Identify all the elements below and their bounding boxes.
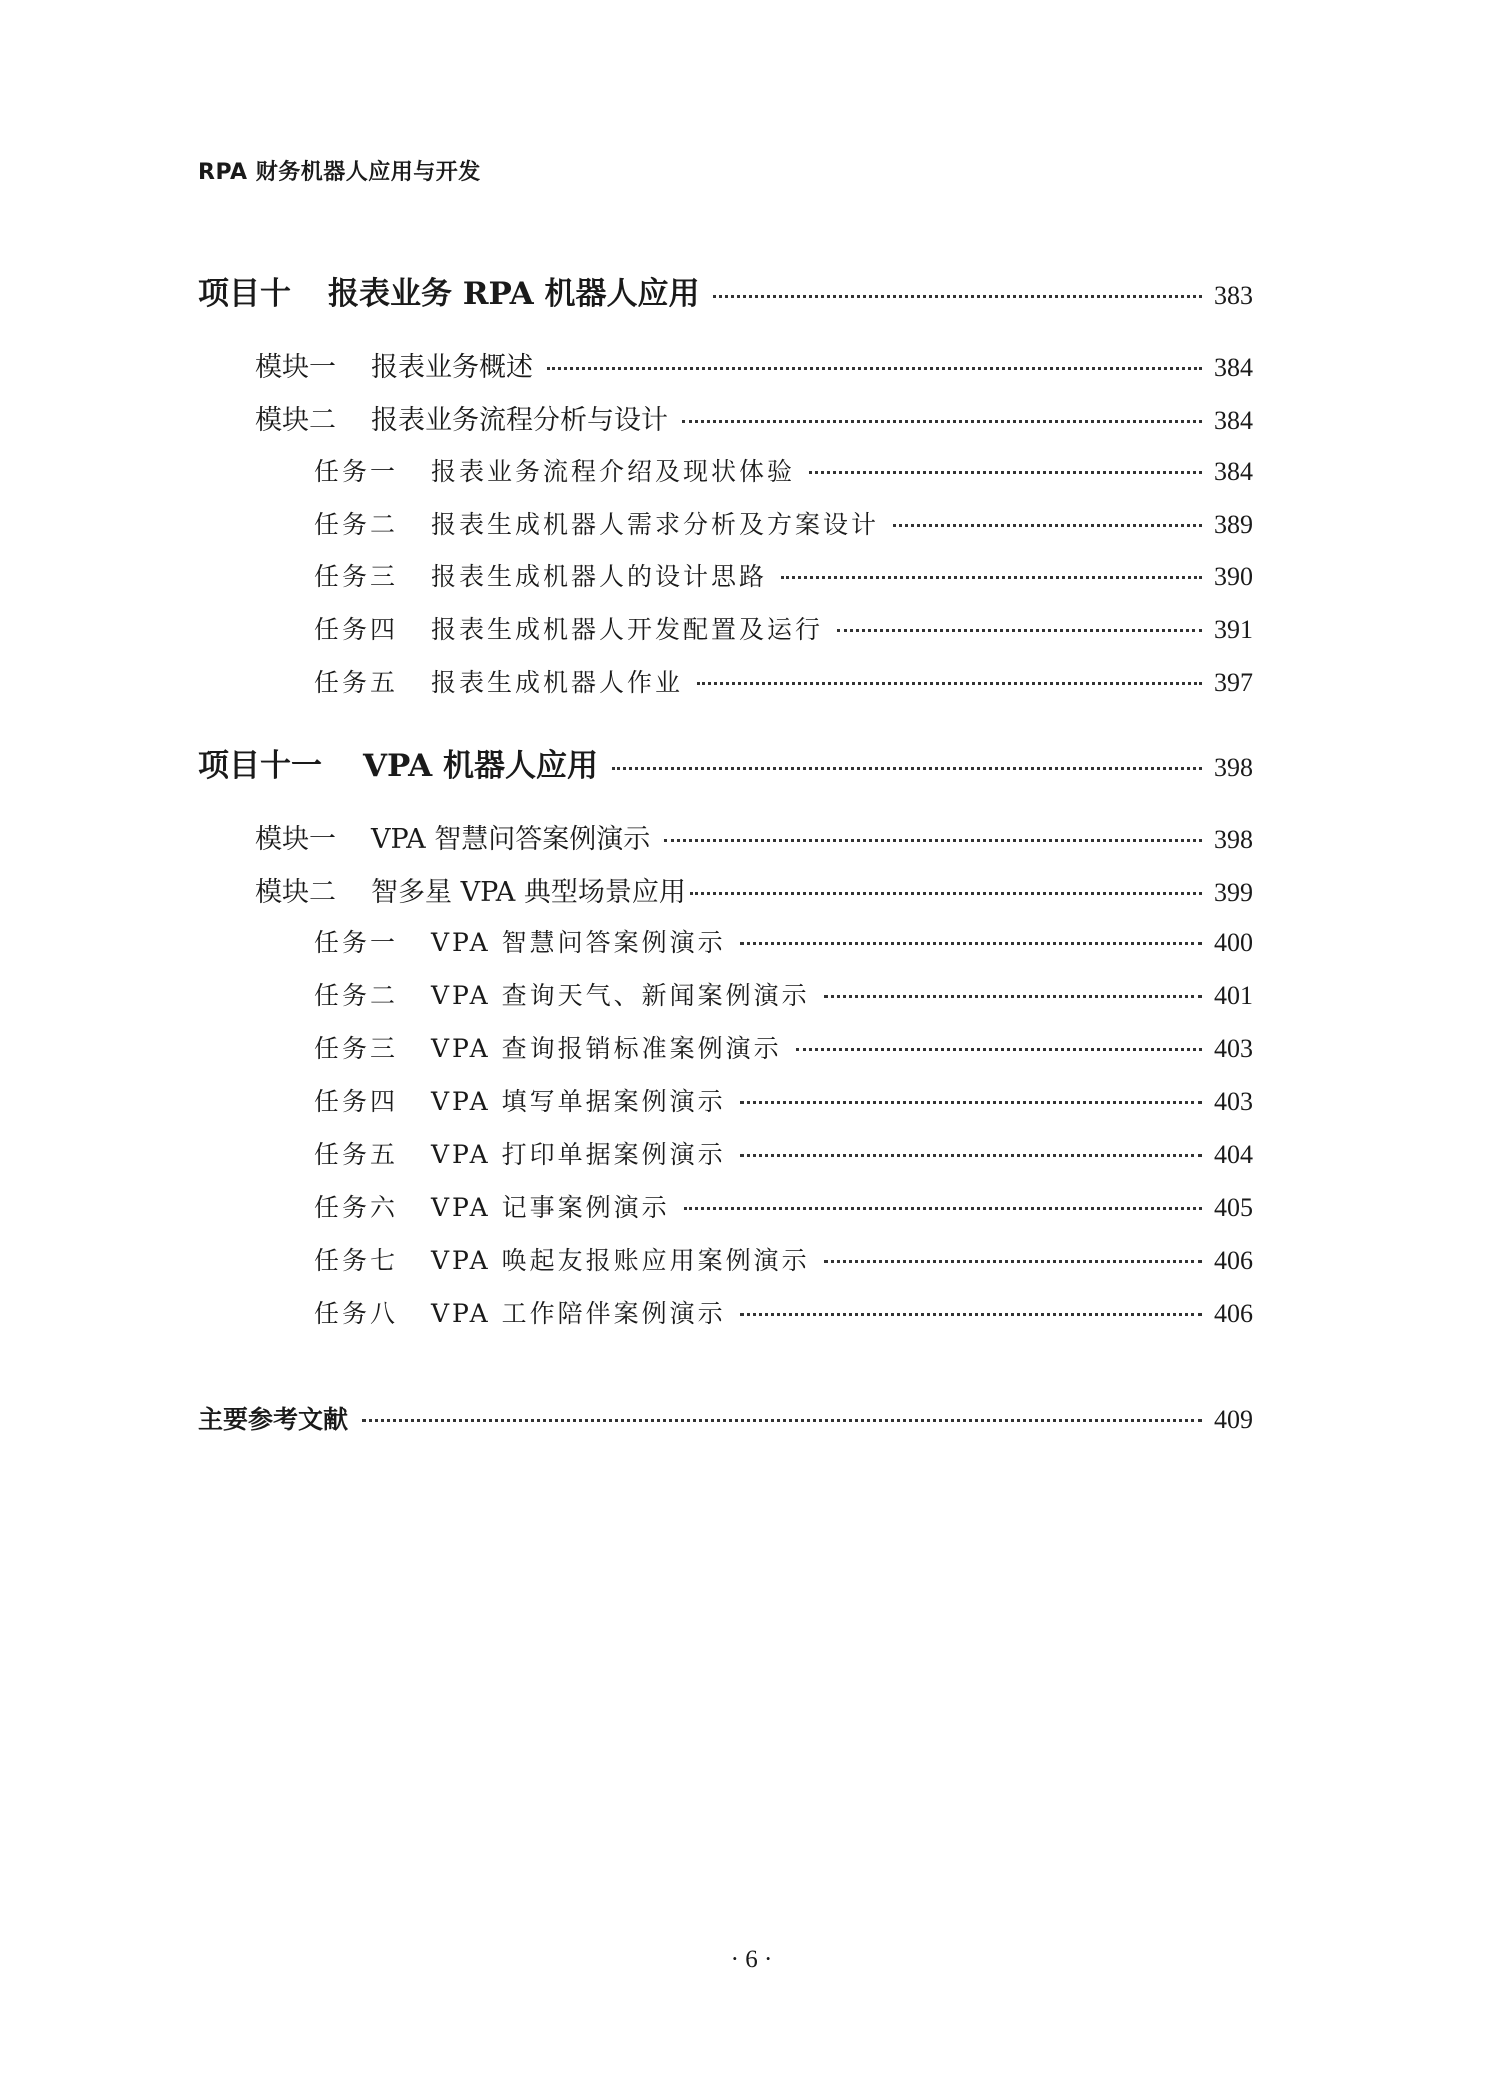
- toc-entry-title: VPA 填写单据案例演示: [431, 1087, 726, 1116]
- toc-entry-number: 模块二: [255, 877, 336, 908]
- toc-entry-number: 任务二: [314, 510, 399, 539]
- dot-leader: [740, 1313, 1202, 1316]
- toc-entry-task[interactable]: [0, 663, 1503, 699]
- toc-entry-number: 项目十: [198, 276, 291, 312]
- toc-entry-number: 任务三: [314, 562, 399, 591]
- toc-entry-page: 383: [1214, 281, 1253, 310]
- dot-leader: [824, 995, 1202, 998]
- toc-entry-module[interactable]: [0, 398, 1503, 437]
- toc-entry-page: 406: [1214, 1299, 1253, 1328]
- toc-entry-task[interactable]: [0, 976, 1503, 1012]
- dot-leader: [740, 942, 1202, 945]
- toc-entry-number: 任务四: [314, 1087, 399, 1116]
- toc-entry-page: 404: [1214, 1140, 1253, 1169]
- dot-leader: [796, 1048, 1202, 1051]
- toc-entry-number: 模块一: [255, 824, 336, 855]
- toc-entry-task[interactable]: [0, 505, 1503, 541]
- toc-entry-module[interactable]: [0, 817, 1503, 856]
- toc-entry-page: 384: [1214, 406, 1253, 435]
- toc-entry-title: 主要参考文献: [198, 1405, 349, 1434]
- toc-entry-number: 任务七: [314, 1246, 399, 1275]
- toc-entry-task[interactable]: [0, 1241, 1503, 1277]
- toc-entry-module[interactable]: [0, 870, 1503, 909]
- toc-entry-page: 391: [1214, 615, 1253, 644]
- toc-entry-page: 403: [1214, 1087, 1253, 1116]
- dot-leader: [690, 892, 1202, 895]
- toc-entry-number: 任务一: [314, 457, 399, 486]
- toc-entry-page: 401: [1214, 981, 1253, 1010]
- toc-entry-title: VPA 查询天气、新闻案例演示: [431, 981, 810, 1010]
- dot-leader: [740, 1101, 1202, 1104]
- toc-entry-page: 399: [1214, 878, 1253, 907]
- toc-entry-number: 任务五: [314, 1140, 399, 1169]
- dot-leader: [682, 420, 1202, 423]
- toc-entry-number: 模块二: [255, 405, 336, 436]
- toc-entry-module[interactable]: [0, 345, 1503, 384]
- page-number: · 6 ·: [730, 1946, 773, 1973]
- toc-entry-number: 任务六: [314, 1193, 399, 1222]
- toc-entry-title: 报表生成机器人作业: [431, 668, 684, 697]
- dot-leader: [809, 471, 1202, 474]
- toc-entry-page: 400: [1214, 928, 1253, 957]
- toc-entry-page: 403: [1214, 1034, 1253, 1063]
- toc-entry-title: VPA 打印单据案例演示: [431, 1140, 726, 1169]
- toc-entry-number: 任务三: [314, 1034, 399, 1063]
- toc-entry-title: VPA 机器人应用: [363, 748, 598, 784]
- toc-entry-title: 智多星 VPA 典型场景应用: [371, 877, 686, 908]
- toc-entry-number: 任务八: [314, 1299, 399, 1328]
- toc-entry-page: 390: [1214, 562, 1253, 591]
- dot-leader: [824, 1260, 1202, 1263]
- toc-entry-task[interactable]: [0, 1188, 1503, 1224]
- toc-entry-task[interactable]: [0, 1029, 1503, 1065]
- toc-entry-title: 报表生成机器人需求分析及方案设计: [431, 510, 880, 539]
- toc-entry-title: VPA 智慧问答案例演示: [371, 824, 651, 855]
- dot-leader: [362, 1419, 1202, 1422]
- toc-entry-title: 报表业务概述: [371, 352, 533, 383]
- toc-entry-number: 任务二: [314, 981, 399, 1010]
- toc-entry-task[interactable]: [0, 557, 1503, 593]
- toc-entry-task[interactable]: [0, 1082, 1503, 1118]
- toc-entry-title: VPA 智慧问答案例演示: [431, 928, 726, 957]
- toc-entry-page: 398: [1214, 825, 1253, 854]
- toc-entry-page: 406: [1214, 1246, 1253, 1275]
- toc-entry-page: 409: [1214, 1405, 1253, 1434]
- dot-leader: [664, 839, 1202, 842]
- toc-entry-title: 报表业务流程介绍及现状体验: [431, 457, 796, 486]
- toc-entry-page: 398: [1214, 753, 1253, 782]
- toc-entry-page: 384: [1214, 353, 1253, 382]
- toc-entry-title: 报表业务流程分析与设计: [371, 405, 668, 436]
- toc-entry-number: 任务五: [314, 668, 399, 697]
- toc-entry-project-11[interactable]: [0, 740, 1503, 785]
- dot-leader: [612, 767, 1202, 770]
- toc-entry-title: VPA 记事案例演示: [431, 1193, 670, 1222]
- toc-entry-number: 项目十一: [198, 748, 322, 784]
- toc-entry-task[interactable]: [0, 610, 1503, 646]
- dot-leader: [837, 629, 1202, 632]
- toc-entry-page: 397: [1214, 668, 1253, 697]
- toc-entry-task[interactable]: [0, 452, 1503, 488]
- dot-leader: [893, 524, 1202, 527]
- toc-entry-project-10[interactable]: [0, 268, 1503, 313]
- toc-entry-title: VPA 工作陪伴案例演示: [431, 1299, 726, 1328]
- toc-entry-references[interactable]: [0, 1400, 1503, 1436]
- toc-entry-page: 405: [1214, 1193, 1253, 1222]
- dot-leader: [713, 295, 1202, 298]
- toc-entry-title: 报表生成机器人开发配置及运行: [431, 615, 824, 644]
- toc-entry-title: 报表业务 RPA 机器人应用: [328, 276, 700, 312]
- toc-entry-task[interactable]: [0, 1135, 1503, 1171]
- toc-entry-number: 模块一: [255, 352, 336, 383]
- running-header: RPA 财务机器人应用与开发: [198, 160, 481, 185]
- toc-entry-number: 任务四: [314, 615, 399, 644]
- dot-leader: [697, 682, 1202, 685]
- toc-entry-title: VPA 查询报销标准案例演示: [431, 1034, 782, 1063]
- toc-entry-number: 任务一: [314, 928, 399, 957]
- toc-entry-title: 报表生成机器人的设计思路: [431, 562, 768, 591]
- toc-entry-task[interactable]: [0, 1294, 1503, 1330]
- toc-entry-page: 389: [1214, 510, 1253, 539]
- toc-entry-task[interactable]: [0, 923, 1503, 959]
- dot-leader: [781, 576, 1202, 579]
- toc-entry-title: VPA 唤起友报账应用案例演示: [431, 1246, 810, 1275]
- toc-entry-page: 384: [1214, 457, 1253, 486]
- dot-leader: [740, 1154, 1202, 1157]
- dot-leader: [547, 367, 1202, 370]
- dot-leader: [684, 1207, 1202, 1210]
